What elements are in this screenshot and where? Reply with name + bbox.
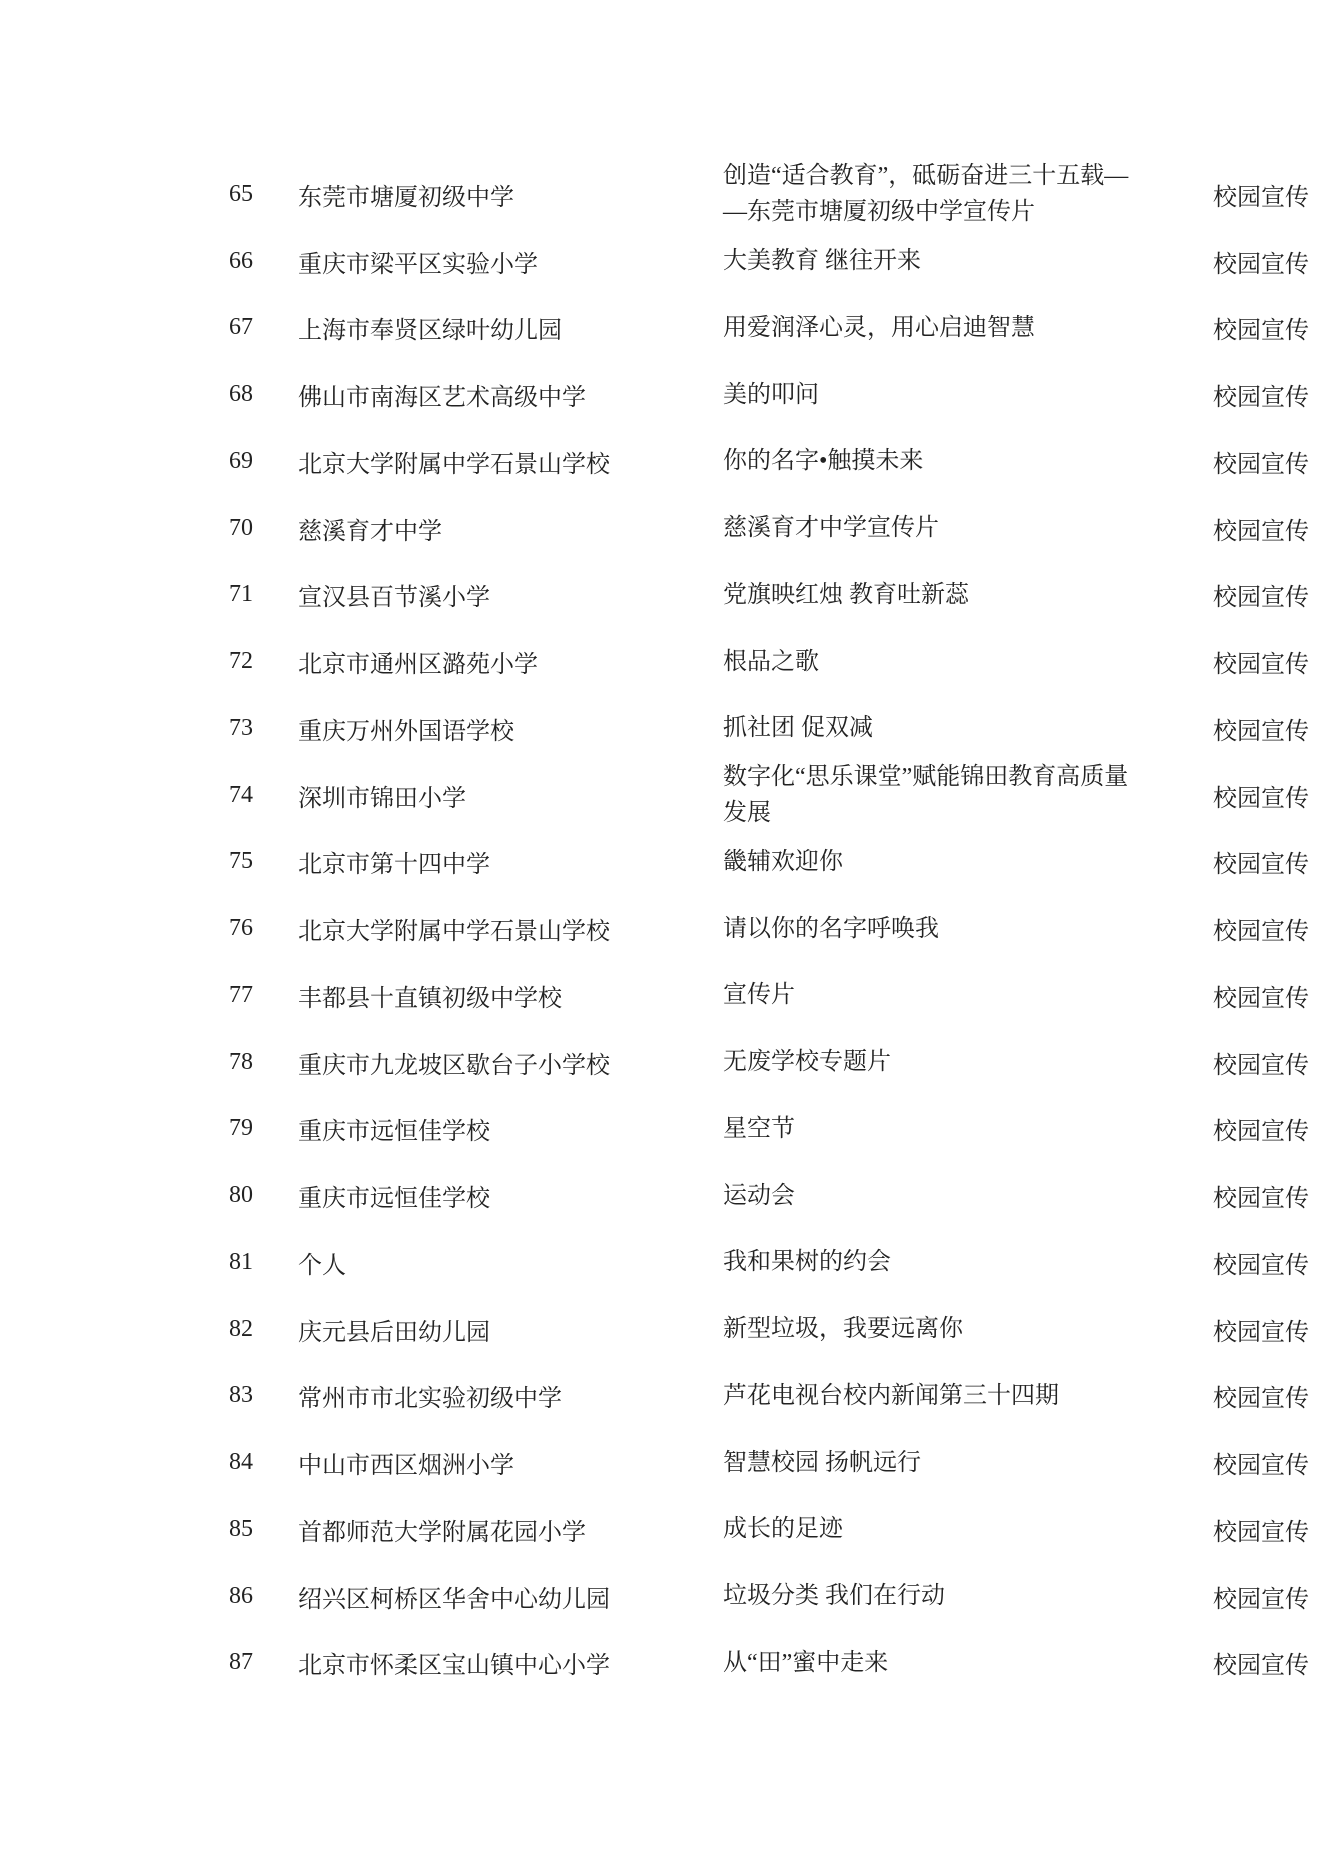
organization-name: 个人 — [298, 1252, 346, 1279]
work-title-line: 垃圾分类 我们在行动 — [723, 1583, 945, 1610]
category-label: 校园宣传 — [1213, 919, 1309, 946]
category-label: 校园宣传 — [1213, 718, 1309, 745]
organization-name: 佛山市南海区艺术高级中学 — [298, 385, 586, 412]
work-title-line: 从“田”蜜中走来 — [723, 1649, 889, 1676]
table-row — [0, 1563, 1323, 1630]
work-title-line: 智慧校园 扬帆远行 — [723, 1449, 921, 1476]
category-label: 校园宣传 — [1213, 318, 1309, 345]
work-title-line: 抓社团 促双减 — [723, 715, 873, 742]
entry-number: 87 — [229, 1649, 253, 1676]
organization-name: 重庆市九龙坡区歇台子小学校 — [298, 1052, 610, 1079]
organization-name: 深圳市锦田小学 — [298, 785, 466, 812]
table-row — [0, 1429, 1323, 1496]
category-label: 校园宣传 — [1213, 1252, 1309, 1279]
work-title-line: 畿辅欢迎你 — [723, 848, 843, 875]
category-label: 校园宣传 — [1213, 1453, 1309, 1480]
work-title-line: 我和果树的约会 — [723, 1249, 891, 1276]
entry-number: 70 — [229, 514, 253, 541]
category-label: 校园宣传 — [1213, 251, 1309, 278]
entry-number: 68 — [229, 381, 253, 408]
table-row — [0, 1029, 1323, 1096]
entry-number: 74 — [229, 781, 253, 808]
organization-name: 绍兴区柯桥区华舍中心幼儿园 — [298, 1586, 610, 1613]
category-label: 校园宣传 — [1213, 1586, 1309, 1613]
entry-number: 82 — [229, 1315, 253, 1342]
work-title — [723, 962, 795, 1029]
table-row — [0, 1296, 1323, 1363]
entry-number: 80 — [229, 1182, 253, 1209]
organization-name: 重庆市梁平区实验小学 — [298, 251, 538, 278]
entry-number: 78 — [229, 1048, 253, 1075]
entry-number: 86 — [229, 1582, 253, 1609]
table-row — [0, 495, 1323, 562]
organization-name: 北京市怀柔区宝山镇中心小学 — [298, 1653, 610, 1680]
entry-number: 75 — [229, 848, 253, 875]
organization-name: 慈溪育才中学 — [298, 518, 442, 545]
table-row — [0, 562, 1323, 629]
entry-number: 77 — [229, 981, 253, 1008]
work-title-line: 大美教育 继往开来 — [723, 248, 921, 275]
work-title — [723, 1229, 891, 1296]
work-title — [723, 1363, 1059, 1430]
table-row — [0, 1096, 1323, 1163]
category-label: 校园宣传 — [1213, 1319, 1309, 1346]
category-label: 校园宣传 — [1213, 785, 1309, 812]
category-label: 校园宣传 — [1213, 985, 1309, 1012]
organization-name: 中山市西区烟洲小学 — [298, 1453, 514, 1480]
organization-name: 宣汉县百节溪小学 — [298, 585, 490, 612]
work-title — [723, 228, 921, 295]
work-title — [723, 695, 873, 762]
work-title-line: 芦花电视台校内新闻第三十四期 — [723, 1382, 1059, 1409]
table-row — [0, 829, 1323, 896]
category-label: 校园宣传 — [1213, 1052, 1309, 1079]
entry-number: 84 — [229, 1449, 253, 1476]
work-title-line: 你的名字•触摸未来 — [723, 448, 924, 475]
work-title — [723, 428, 923, 495]
entry-number: 65 — [229, 180, 253, 207]
entry-number: 71 — [229, 581, 253, 608]
work-title — [723, 1429, 921, 1496]
table-row — [0, 628, 1323, 695]
work-title — [723, 161, 1128, 228]
work-title-line: 慈溪育才中学宣传片 — [723, 515, 939, 542]
work-title — [723, 1563, 945, 1630]
organization-name: 北京大学附属中学石景山学校 — [298, 451, 610, 478]
work-title — [723, 628, 819, 695]
category-label: 校园宣传 — [1213, 1653, 1309, 1680]
entry-number: 66 — [229, 247, 253, 274]
organization-name: 重庆万州外国语学校 — [298, 718, 514, 745]
work-title-line: 新型垃圾，我要远离你 — [723, 1316, 963, 1343]
work-title-line: 美的叩问 — [723, 381, 819, 408]
table-row — [0, 762, 1323, 829]
work-title-line: 数字化“思乐课堂”赋能锦田教育高质量 — [723, 764, 1129, 791]
table-row — [0, 1630, 1323, 1697]
table-row — [0, 428, 1323, 495]
organization-name: 东莞市塘厦初级中学 — [298, 184, 514, 211]
table-row — [0, 962, 1323, 1029]
work-title — [723, 1029, 891, 1096]
work-title-line: 发展 — [723, 800, 771, 827]
category-label: 校园宣传 — [1213, 518, 1309, 545]
table-row — [0, 228, 1323, 295]
organization-name: 常州市市北实验初级中学 — [298, 1386, 562, 1413]
entry-number: 67 — [229, 314, 253, 341]
work-title — [723, 562, 969, 629]
category-label: 校园宣传 — [1213, 1186, 1309, 1213]
work-title-line: 党旗映红烛 教育吐新蕊 — [723, 581, 969, 608]
work-title-line: 无废学校专题片 — [723, 1049, 891, 1076]
category-label: 校园宣传 — [1213, 184, 1309, 211]
category-label: 校园宣传 — [1213, 652, 1309, 679]
entry-number: 85 — [229, 1515, 253, 1542]
entries-table — [0, 161, 1323, 1696]
work-title-line: 请以你的名字呼唤我 — [723, 915, 939, 942]
organization-name: 上海市奉贤区绿叶幼儿园 — [298, 318, 562, 345]
entry-number: 83 — [229, 1382, 253, 1409]
table-row — [0, 895, 1323, 962]
category-label: 校园宣传 — [1213, 1119, 1309, 1146]
organization-name: 重庆市远恒佳学校 — [298, 1186, 490, 1213]
organization-name: 北京市第十四中学 — [298, 852, 490, 879]
table-row — [0, 161, 1323, 228]
organization-name: 庆元县后田幼儿园 — [298, 1319, 490, 1346]
work-title-line: 宣传片 — [723, 982, 795, 1009]
work-title — [723, 1496, 843, 1563]
category-label: 校园宣传 — [1213, 585, 1309, 612]
category-label: 校园宣传 — [1213, 852, 1309, 879]
category-label: 校园宣传 — [1213, 1386, 1309, 1413]
organization-name: 重庆市远恒佳学校 — [298, 1119, 490, 1146]
work-title-line: 运动会 — [723, 1182, 795, 1209]
entry-number: 73 — [229, 714, 253, 741]
work-title — [723, 1296, 963, 1363]
work-title — [723, 829, 843, 896]
work-title — [723, 361, 819, 428]
work-title — [723, 762, 1128, 829]
entry-number: 69 — [229, 447, 253, 474]
table-row — [0, 1363, 1323, 1430]
work-title-line: 星空节 — [723, 1115, 795, 1142]
work-title — [723, 295, 1035, 362]
entry-number: 81 — [229, 1248, 253, 1275]
work-title-line: —东莞市塘厦初级中学宣传片 — [723, 199, 1035, 226]
work-title-line: 用爱润泽心灵，用心启迪智慧 — [723, 314, 1035, 341]
work-title — [723, 1096, 795, 1163]
table-row — [0, 1229, 1323, 1296]
category-label: 校园宣传 — [1213, 385, 1309, 412]
work-title — [723, 1162, 795, 1229]
work-title — [723, 495, 939, 562]
work-title-line: 根品之歌 — [723, 648, 819, 675]
entry-number: 79 — [229, 1115, 253, 1142]
table-row — [0, 695, 1323, 762]
organization-name: 丰都县十直镇初级中学校 — [298, 985, 562, 1012]
table-row — [0, 1496, 1323, 1563]
entry-number: 72 — [229, 648, 253, 675]
work-title-line: 成长的足迹 — [723, 1516, 843, 1543]
work-title — [723, 1630, 888, 1697]
category-label: 校园宣传 — [1213, 451, 1309, 478]
organization-name: 首都师范大学附属花园小学 — [298, 1519, 586, 1546]
category-label: 校园宣传 — [1213, 1519, 1309, 1546]
table-row — [0, 1162, 1323, 1229]
table-row — [0, 361, 1323, 428]
table-row — [0, 295, 1323, 362]
work-title — [723, 895, 939, 962]
organization-name: 北京大学附属中学石景山学校 — [298, 919, 610, 946]
work-title-line: 创造“适合教育”，砥砺奋进三十五载— — [723, 163, 1129, 190]
organization-name: 北京市通州区潞苑小学 — [298, 652, 538, 679]
entry-number: 76 — [229, 915, 253, 942]
